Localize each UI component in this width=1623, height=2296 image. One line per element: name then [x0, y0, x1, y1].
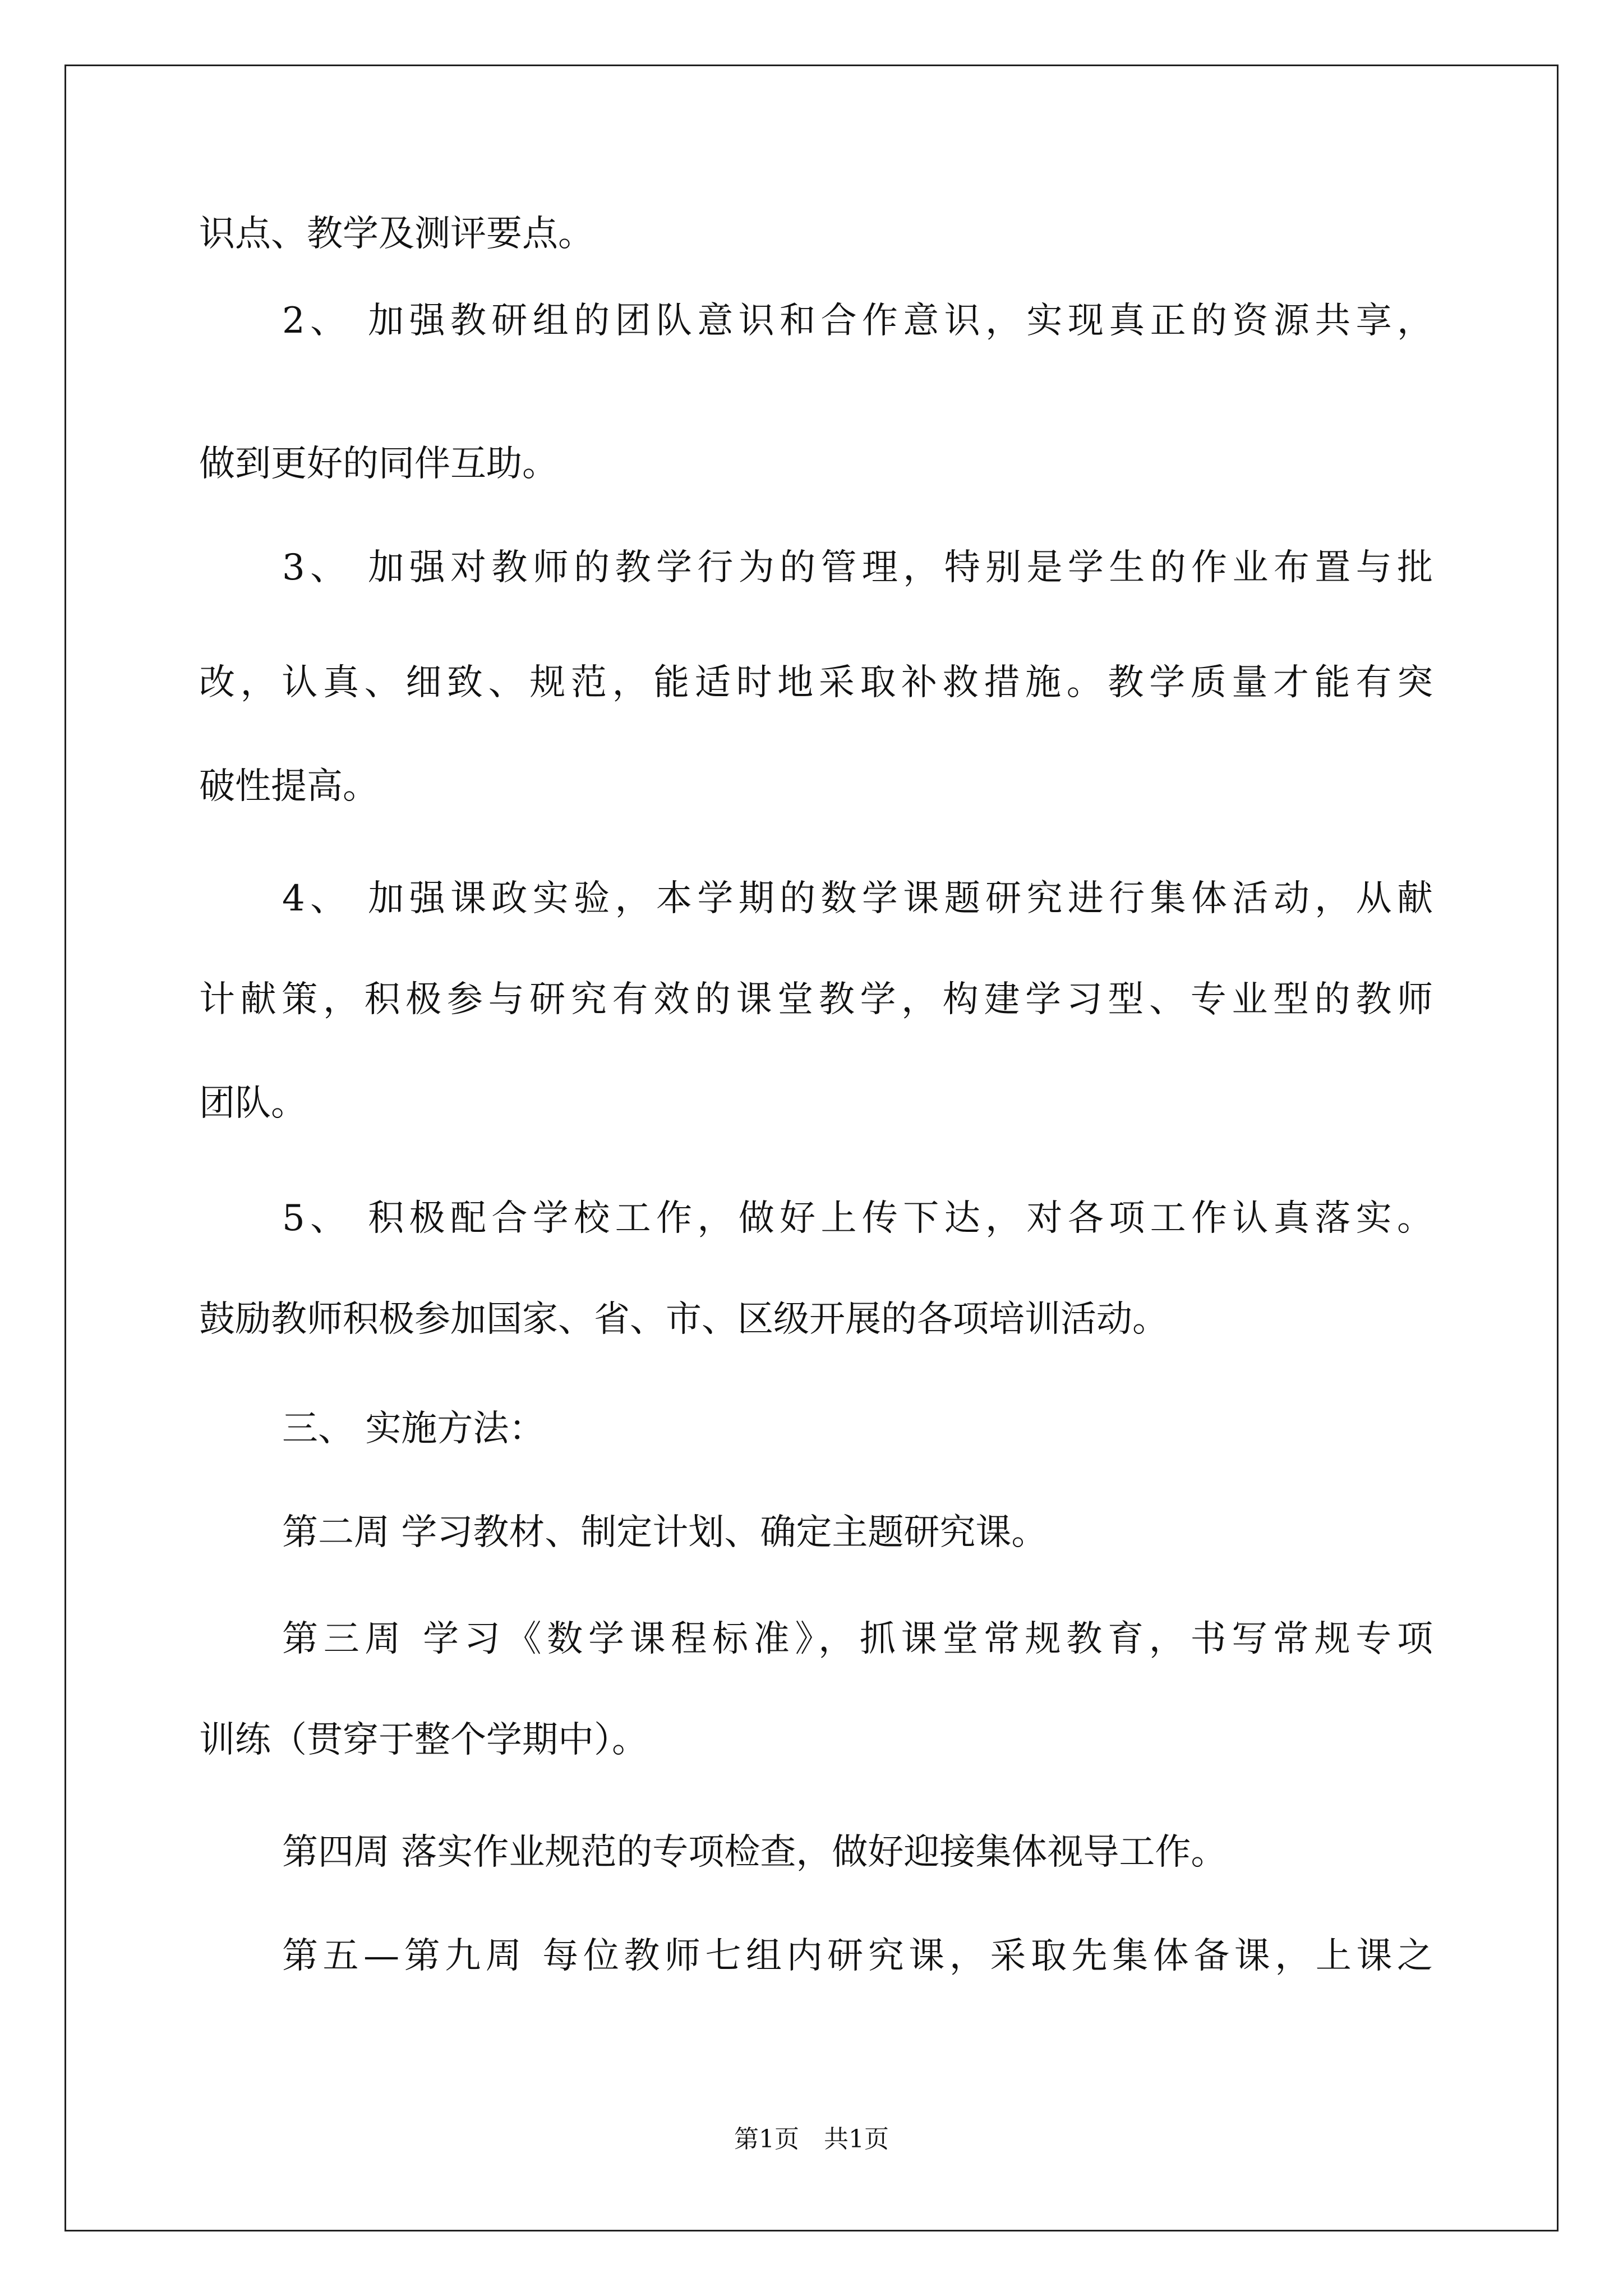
text-line: 第五—第九周 每位教师七组内研究课，采取先集体备课，上课之 [282, 1935, 1433, 1977]
page-number-label: 第1页 共1页 [734, 2125, 889, 2154]
text-line: 团队。 [199, 1083, 307, 1124]
text-line: 5、 积极配合学校工作，做好上传下达，对各项工作认真落实。 [282, 1198, 1433, 1239]
text-line: 识点、教学及测评要点。 [199, 213, 594, 255]
text-line: 改，认真、细致、规范，能适时地采取补救措施。教学质量才能有突 [199, 662, 1433, 703]
text-line: 做到更好的同伴互助。 [199, 443, 558, 485]
text-line: 训练（贯穿于整个学期中）。 [199, 1719, 648, 1761]
page-footer [0, 2126, 1623, 2153]
text-line: 第二周 学习教材、制定计划、确定主题研究课。 [282, 1512, 1048, 1553]
section-heading: 三、 实施方法： [282, 1408, 545, 1450]
text-line: 破性提高。 [199, 766, 379, 807]
text-line: 第三周 学习《数学课程标准》，抓课堂常规教育，书写常规专项 [282, 1618, 1433, 1660]
text-line: 第四周 落实作业规范的专项检查，做好迎接集体视导工作。 [282, 1832, 1227, 1873]
text-line: 4、 加强课政实验，本学期的数学课题研究进行集体活动，从献 [282, 878, 1433, 919]
text-line: 2、 加强教研组的团队意识和合作意识，实现真正的资源共享， [282, 300, 1433, 342]
text-line: 3、 加强对教师的教学行为的管理，特别是学生的作业布置与批 [282, 547, 1433, 588]
page-border [64, 65, 1559, 2231]
text-line: 计献策，积极参与研究有效的课堂教学，构建学习型、专业型的教师 [199, 979, 1433, 1020]
text-line: 鼓励教师积极参加国家、省、市、区级开展的各项培训活动。 [199, 1299, 1168, 1340]
